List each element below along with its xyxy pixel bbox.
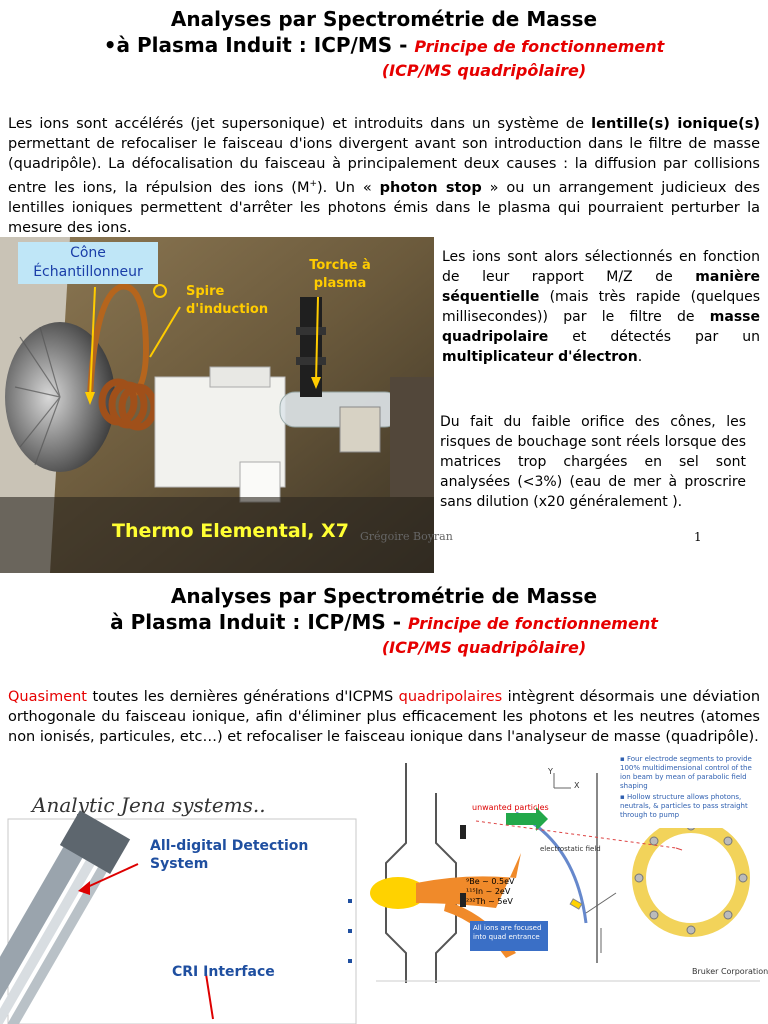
r1-e: et détectés par un (548, 329, 760, 345)
slide1-intro-paragraph (8, 114, 760, 238)
slide-2 (0, 577, 768, 1024)
bullet2-text: Hollow structure allows photons, neutrals, & particles to pass straight through to pump (620, 793, 748, 819)
slide2-title-line2 (0, 609, 768, 637)
label-torche-plasma: Torche à plasma (309, 258, 371, 291)
label-energies (466, 877, 515, 907)
label-cri-interface: CRI Interface (172, 964, 275, 980)
r1-g: . (637, 349, 643, 365)
label-be: ⁹Be ~ 0.5eV (466, 877, 515, 886)
slide1-subtitle: (ICP/MS quadripôlaire) (381, 61, 587, 80)
s2-para-d: intègrent désormais une déviation orthogonale du faisceau ionique, afin d'éliminer plus efficacement les photons et les neutres (atomes non ionisés, particules, etc…) et refocaliser le faisceau ionique dans l'analyseur de masse (quadripôle). (8, 689, 761, 745)
slide2-intro-paragraph (8, 687, 760, 747)
label-cone-echantillonneur: Cône Échantillonneur (18, 242, 158, 284)
instrument-photo (0, 237, 434, 573)
slide2-title-prefix: à Plasma Induit : ICP/MS - (110, 610, 408, 634)
slide1-title-line2 (0, 32, 768, 60)
axis-y-label: Y (548, 767, 553, 776)
label-unwanted-particles: unwanted particles (472, 803, 549, 812)
slide2-title-red: Principe de fonctionnement (408, 614, 658, 633)
slide1-para-sup: + (309, 179, 317, 189)
label-th: ²³²Th ~ 5eV (466, 897, 513, 906)
r1-f: multiplicateur d'électron (442, 349, 638, 365)
s2-para-c: quadripolaires (398, 689, 503, 705)
slide1-para-f: » ou un arrangement judicieux des lentilles ioniques permettent d'arrêter les photons émis dans le plasma qui pourraient perturber la mesure des ions. (8, 179, 760, 236)
slide2-subtitle: (ICP/MS quadripôlaire) (381, 638, 587, 657)
slide1-para-a: Les ions sont accélérés (jet supersonique) et introduits dans un système de (8, 116, 592, 132)
slide2-title-line1: Analyses par Spectrométrie de Masse (170, 584, 598, 608)
slide1-title (0, 0, 768, 60)
r1-a: Les ions sont alors sélectionnés en fonction de leur rapport M/Z de (442, 249, 760, 285)
r1-c: (mais très rapide (quelques millisecondes)) par le filtre de (442, 289, 760, 325)
slide1-para-d: ). Un « (317, 179, 380, 196)
label-electrostatic-field: electrostatic field (540, 845, 601, 853)
slide1-right-text-1 (442, 247, 760, 367)
bullet-four-electrode: ▪ Four electrode segments to provide 100% multidimensional control of the ion beam by mean of parabolic field shaping (620, 755, 752, 790)
slide1-title-red: Principe de fonctionnement (414, 37, 665, 56)
r1-b: manière séquentielle (442, 269, 760, 305)
footer-author: Grégoire Boyran (360, 530, 453, 543)
slide1-title-line1: Analyses par Spectrométrie de Masse (170, 7, 598, 31)
bruker-brand: Bruker Corporation (692, 967, 768, 976)
bruker-figure (376, 753, 768, 983)
slide1-para-c: permettant de refocaliser le faisceau d'ions divergent avant son introduction dans le filtre de masse (quadripôle). La défocalisation du faisceau à principalement deux causes : la diffusion par collisions entre les ions, la répulsion des ions (M (8, 136, 760, 196)
label-ions-focused: All ions are focused into quad entrance (470, 921, 548, 951)
analytic-jena-heading: Analytic Jena systems.. (32, 793, 266, 817)
page-number: 1 (694, 530, 702, 544)
slide2-title (0, 577, 768, 637)
label-spire-induction: Spire d'induction (186, 284, 269, 317)
slide1-para-lens: lentille(s) ionique(s) (591, 116, 760, 132)
label-in: ¹¹⁵In ~ 2eV (466, 887, 511, 896)
s2-para-a: Quasiment (8, 689, 87, 705)
bullet1-text: Four electrode segments to provide 100% multidimensional control of the ion beam by mean of parabolic field shaping (620, 755, 752, 790)
s2-para-b: toutes les dernières générations d'ICPMS (87, 689, 399, 705)
axis-x-label: X (574, 781, 580, 790)
analytic-jena-figure (8, 793, 356, 1024)
bullet-hollow-structure: ▪ Hollow structure allows photons, neutrals, & particles to pass straight through to pump (620, 793, 748, 819)
photo-caption-thermo: Thermo Elemental, X7 (112, 520, 349, 542)
slide1-para-photonstop: photon stop (379, 179, 482, 196)
label-detection-system: All-digital Detection System (150, 838, 309, 872)
slide1-right-text-2: Du fait du faible orifice des cônes, les risques de bouchage sont réels lorsque des matrices trop chargées en sel sont analysées (<3%) (eau de mer à proscrire sans dilution (x20 généralement ). (440, 414, 746, 510)
slide1-title-prefix: •à Plasma Induit : ICP/MS - (103, 33, 415, 57)
r1-d: masse quadripolaire (442, 309, 760, 345)
